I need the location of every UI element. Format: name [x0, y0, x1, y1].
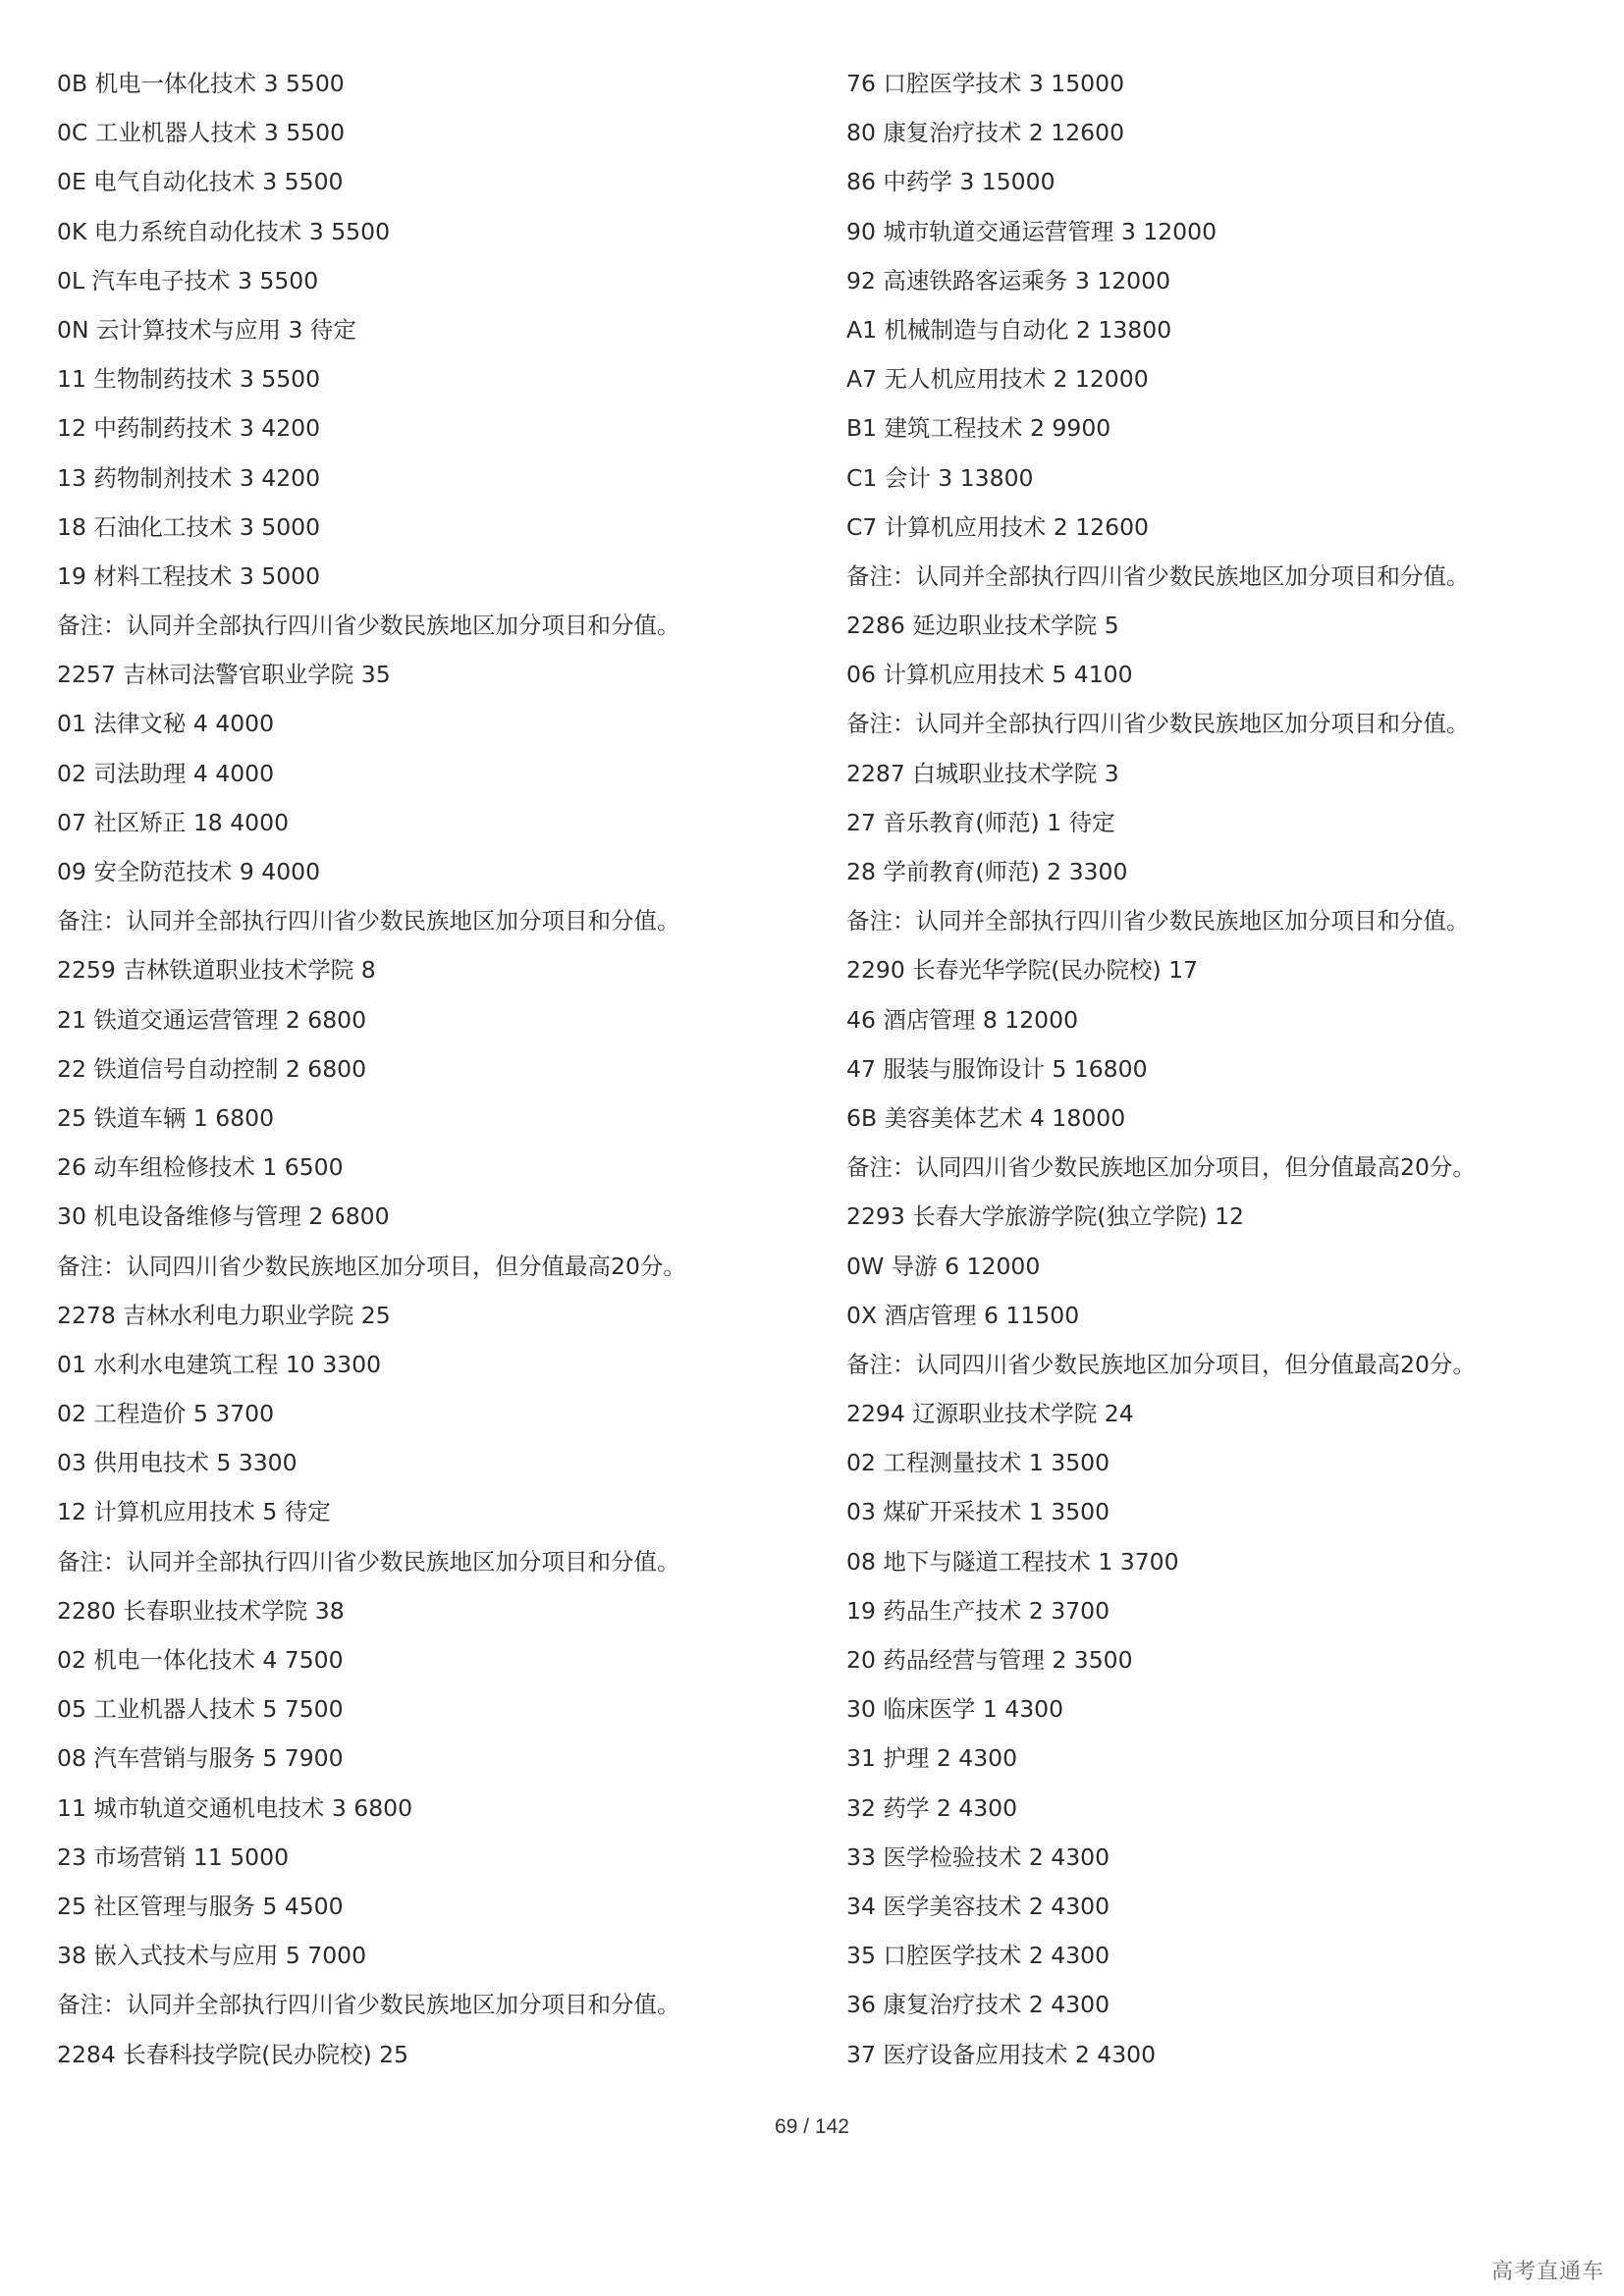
- major-line: 0K 电力系统自动化技术 3 5500: [57, 217, 391, 245]
- institution-line: 2287 白城职业技术学院 3: [846, 759, 1119, 787]
- institution-line: 2290 长春光华学院(民办院校) 17: [846, 956, 1198, 985]
- institution-line: 2278 吉林水利电力职业学院 25: [57, 1301, 391, 1329]
- major-line: A7 无人机应用技术 2 12000: [846, 365, 1149, 394]
- major-line: 31 护理 2 4300: [846, 1744, 1018, 1773]
- major-line: 27 音乐教育(师范) 1 待定: [846, 808, 1115, 836]
- major-line: 19 药品生产技术 2 3700: [846, 1596, 1110, 1625]
- institution-line: 2286 延边职业技术学院 5: [846, 612, 1119, 640]
- remark-line: 备注：认同并全部执行四川省少数民族地区加分项目和分值。: [846, 710, 1470, 738]
- major-line: 28 学前教育(师范) 2 3300: [846, 858, 1128, 885]
- major-line: 22 铁道信号自动控制 2 6800: [57, 1054, 367, 1083]
- major-line: 0L 汽车电子技术 3 5500: [57, 266, 319, 294]
- remark-line: 备注：认同并全部执行四川省少数民族地区加分项目和分值。: [57, 612, 680, 640]
- major-line: 90 城市轨道交通运营管理 3 12000: [846, 217, 1218, 245]
- remark-line: 备注：认同并全部执行四川省少数民族地区加分项目和分值。: [57, 907, 680, 935]
- major-line: 02 机电一体化技术 4 7500: [57, 1646, 344, 1674]
- remark-line: 备注：认同四川省少数民族地区加分项目，但分值最高20分。: [57, 1252, 686, 1280]
- remark-line: 备注：认同四川省少数民族地区加分项目，但分值最高20分。: [846, 1153, 1476, 1182]
- major-line: 0B 机电一体化技术 3 5500: [57, 70, 345, 97]
- major-line: 80 康复治疗技术 2 12600: [846, 119, 1125, 147]
- major-line: B1 建筑工程技术 2 9900: [846, 414, 1111, 443]
- remark-line: 备注：认同并全部执行四川省少数民族地区加分项目和分值。: [57, 1547, 680, 1575]
- watermark-text: 高考直通车: [1490, 2260, 1604, 2284]
- major-line: 20 药品经营与管理 2 3500: [846, 1646, 1133, 1674]
- major-line: 08 汽车营销与服务 5 7900: [57, 1744, 344, 1773]
- major-line: 38 嵌入式技术与应用 5 7000: [57, 1942, 367, 1970]
- major-line: 92 高速铁路客运乘务 3 12000: [846, 266, 1171, 294]
- major-line: 05 工业机器人技术 5 7500: [57, 1695, 344, 1724]
- institution-line: 2293 长春大学旅游学院(独立学院) 12: [846, 1202, 1244, 1231]
- remark-line: 备注：认同并全部执行四川省少数民族地区加分项目和分值。: [57, 1991, 680, 2019]
- major-line: 46 酒店管理 8 12000: [846, 1005, 1079, 1034]
- major-line: 0E 电气自动化技术 3 5500: [57, 168, 344, 196]
- major-line: 02 工程造价 5 3700: [57, 1400, 275, 1428]
- major-line: C7 计算机应用技术 2 12600: [846, 512, 1149, 541]
- remark-line: 备注：认同并全部执行四川省少数民族地区加分项目和分值。: [846, 907, 1470, 935]
- major-line: A1 机械制造与自动化 2 13800: [846, 315, 1172, 344]
- major-line: 02 工程测量技术 1 3500: [846, 1449, 1110, 1477]
- major-line: 08 地下与隧道工程技术 1 3700: [846, 1547, 1179, 1575]
- major-line: 11 城市轨道交通机电技术 3 6800: [57, 1793, 413, 1822]
- major-line: 25 社区管理与服务 5 4500: [57, 1892, 344, 1920]
- major-line: 30 机电设备维修与管理 2 6800: [57, 1202, 390, 1231]
- right-column: [846, 63, 1602, 2083]
- major-line: 47 服装与服饰设计 5 16800: [846, 1054, 1148, 1083]
- major-line: 33 医学检验技术 2 4300: [846, 1842, 1110, 1871]
- major-line: 30 临床医学 1 4300: [846, 1695, 1064, 1724]
- major-line: 34 医学美容技术 2 4300: [846, 1892, 1110, 1920]
- institution-line: 2294 辽源职业技术学院 24: [846, 1400, 1134, 1428]
- major-line: 35 口腔医学技术 2 4300: [846, 1942, 1110, 1970]
- major-line: 23 市场营销 11 5000: [57, 1842, 290, 1871]
- major-line: 06 计算机应用技术 5 4100: [846, 661, 1133, 689]
- major-line: 0N 云计算技术与应用 3 待定: [57, 315, 356, 344]
- major-line: 18 石油化工技术 3 5000: [57, 512, 321, 541]
- major-line: 09 安全防范技术 9 4000: [57, 858, 321, 885]
- major-line: 07 社区矫正 18 4000: [57, 808, 290, 836]
- major-line: 26 动车组检修技术 1 6500: [57, 1153, 344, 1182]
- institution-line: 2280 长春职业技术学院 38: [57, 1596, 345, 1625]
- major-line: 25 铁道车辆 1 6800: [57, 1103, 275, 1132]
- major-line: 01 水利水电建筑工程 10 3300: [57, 1350, 382, 1378]
- remark-line: 备注：认同并全部执行四川省少数民族地区加分项目和分值。: [846, 561, 1470, 590]
- major-line: 32 药学 2 4300: [846, 1793, 1018, 1822]
- major-line: 76 口腔医学技术 3 15000: [846, 70, 1125, 97]
- institution-line: 2257 吉林司法警官职业学院 35: [57, 661, 391, 689]
- major-line: 37 医疗设备应用技术 2 4300: [846, 2040, 1157, 2068]
- institution-line: 2284 长春科技学院(民办院校) 25: [57, 2040, 408, 2068]
- major-line: C1 会计 3 13800: [846, 463, 1034, 492]
- institution-line: 2259 吉林铁道职业技术学院 8: [57, 956, 376, 985]
- major-line: 21 铁道交通运营管理 2 6800: [57, 1005, 367, 1034]
- major-line: 86 中药学 3 15000: [846, 168, 1056, 196]
- major-line: 0W 导游 6 12000: [846, 1252, 1041, 1280]
- major-line: 12 计算机应用技术 5 待定: [57, 1498, 331, 1526]
- remark-line: 备注：认同四川省少数民族地区加分项目，但分值最高20分。: [846, 1350, 1476, 1378]
- major-line: 11 生物制药技术 3 5500: [57, 365, 321, 394]
- major-line: 12 中药制药技术 3 4200: [57, 414, 321, 443]
- major-line: 36 康复治疗技术 2 4300: [846, 1991, 1110, 2019]
- major-line: 03 供用电技术 5 3300: [57, 1449, 298, 1477]
- major-line: 0C 工业机器人技术 3 5500: [57, 119, 346, 147]
- major-line: 01 法律文秘 4 4000: [57, 710, 275, 738]
- page-number: 69 / 142: [775, 2115, 849, 2138]
- major-line: 6B 美容美体艺术 4 18000: [846, 1103, 1126, 1132]
- major-line: 0X 酒店管理 6 11500: [846, 1301, 1080, 1329]
- left-column: [57, 63, 813, 2083]
- major-line: 03 煤矿开采技术 1 3500: [846, 1498, 1110, 1526]
- major-line: 19 材料工程技术 3 5000: [57, 561, 321, 590]
- major-line: 13 药物制剂技术 3 4200: [57, 463, 321, 492]
- major-line: 02 司法助理 4 4000: [57, 759, 275, 787]
